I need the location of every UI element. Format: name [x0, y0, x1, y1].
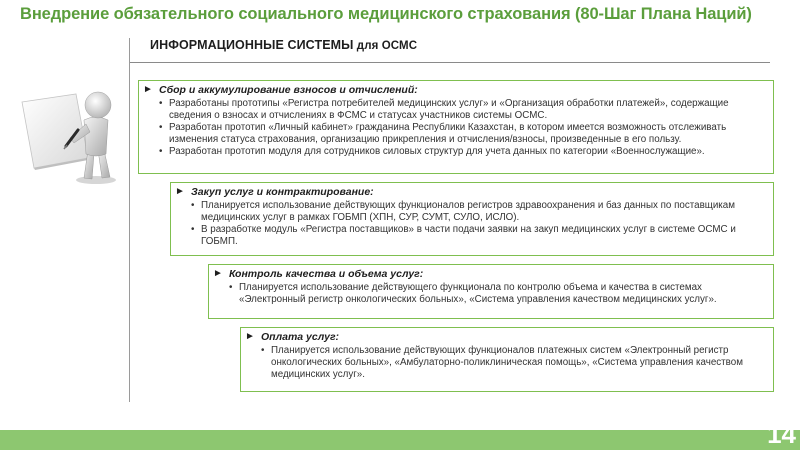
- page-title: Внедрение обязательного социального медицинского страхования (80-Шаг Плана Наций): [20, 5, 752, 23]
- section-subtitle: [150, 38, 417, 52]
- list-item: • Планируется использование действующих функционалов регистров здравоохранения и баз данных по поставщикам медицинских услуг в рамках ГОБМП (ХПН, СУР, СУМТ, СУЛО, ИСЛО).: [191, 200, 767, 224]
- person-writing-on-paper-icon: [14, 80, 124, 190]
- list-item: • Планируется использование действующего функционала по контролю объема и качества в системах «Электронный регистр онкологических больных», «Система управления качеством медицинских услуг».: [229, 282, 767, 306]
- subtitle-main: ИНФОРМАЦИОННЫЕ СИСТЕМЫ: [150, 38, 354, 52]
- footer-bar: [0, 430, 800, 450]
- section-procurement: [170, 182, 774, 256]
- list-item: • В разработке модуль «Регистра поставщиков» в части подачи заявки на закуп медицинских услуг в системе ОСМС и ГОБМП.: [191, 224, 767, 248]
- section-heading: Сбор и аккумулирование взносов и отчислений:: [159, 84, 418, 96]
- triangle-right-icon: ►: [245, 331, 255, 342]
- horizontal-divider: [130, 62, 770, 63]
- list-item: • Планируется использование действующих функционалов платежных систем «Электронный регистр онкологических больных», «Амбулаторно-поликлиническая помощь», «Система управления качеством медицинских услуг».: [261, 345, 767, 381]
- triangle-right-icon: ►: [143, 84, 153, 95]
- page-number: 14: [767, 419, 796, 449]
- triangle-right-icon: ►: [175, 186, 185, 197]
- section-collection: [138, 80, 774, 174]
- section-heading: Контроль качества и объема услуг:: [229, 268, 424, 280]
- list-item: • Разработан прототип «Личный кабинет» гражданина Республики Казахстан, в котором имеется возможность отслеживать изменения статуса страхования, организацию прикрепления и отчисления/взносы, произведенные в его пользу.: [159, 122, 767, 146]
- list-item: • Разработаны прототипы «Регистра потребителей медицинских услуг» и «Организация обработки платежей», содержащие сведения о взносах и отчислениях в ФСМС и статусах участников системы ОСМС.: [159, 98, 767, 122]
- list-item: • Разработан прототип модуля для сотрудников силовых структур для учета данных по категории «Военнослужащие».: [159, 146, 767, 158]
- section-quality-control: [208, 264, 774, 319]
- triangle-right-icon: ►: [213, 268, 223, 279]
- vertical-divider: [129, 38, 130, 402]
- section-payment: [240, 327, 774, 392]
- subtitle-suffix: для ОСМС: [353, 40, 418, 52]
- section-heading: Закуп услуг и контрактирование:: [191, 186, 374, 198]
- section-heading: Оплата услуг:: [261, 331, 340, 343]
